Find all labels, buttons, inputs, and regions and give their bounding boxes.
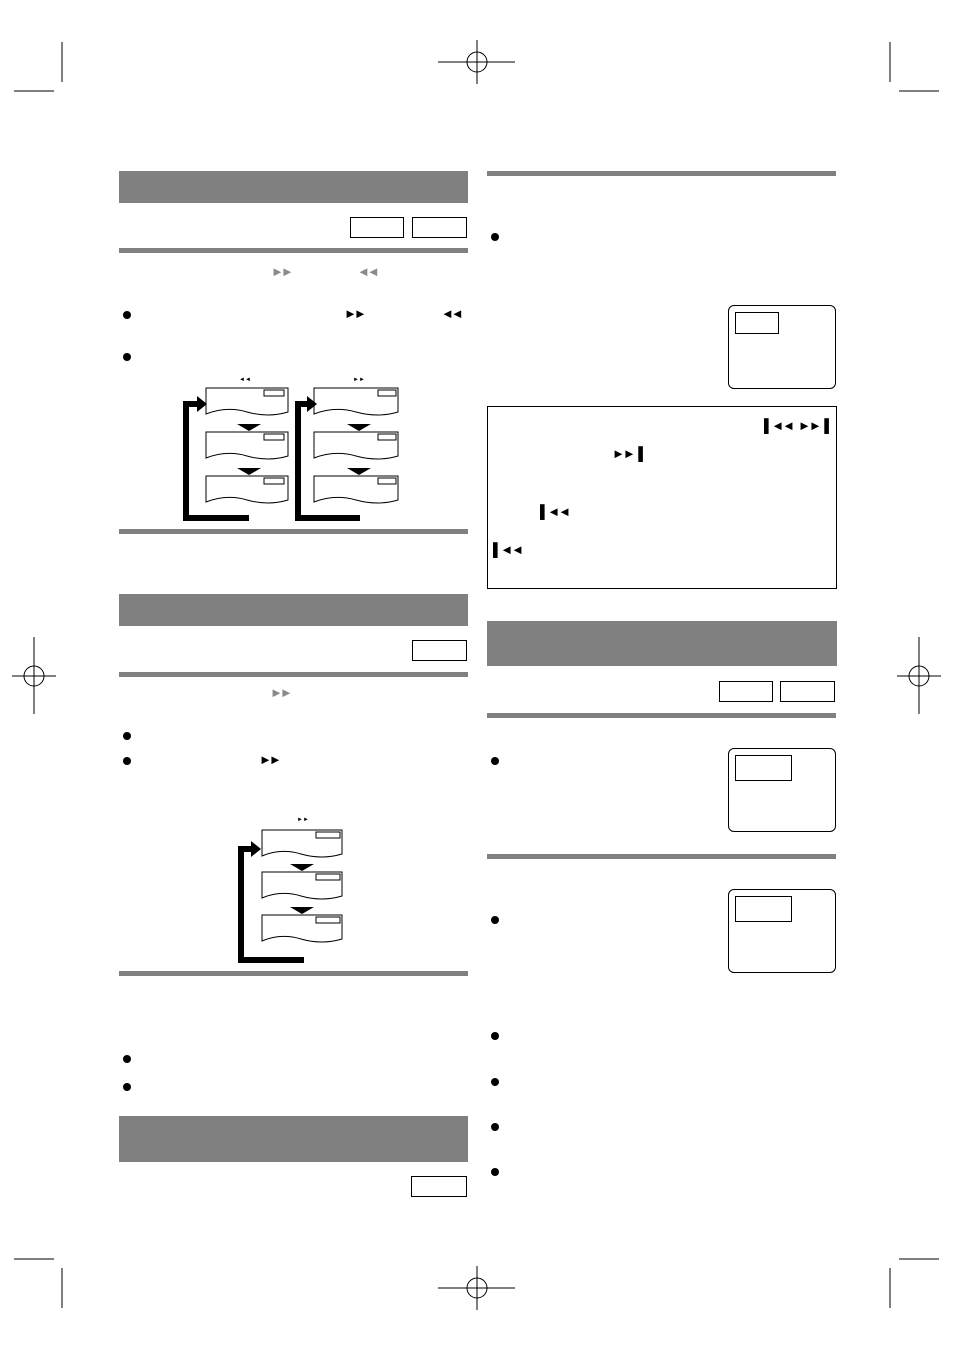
bullet-dot-icon <box>491 1032 499 1040</box>
fast-search-speed-diagram <box>180 372 440 532</box>
bullet-dot-icon <box>491 1078 499 1086</box>
fast-reverse-icon: ◄◄ <box>441 306 461 321</box>
bullet-dot-icon <box>491 233 499 241</box>
slow-motion-speed-diagram <box>236 812 396 972</box>
fast-reverse-icon: ◄◄ <box>357 264 377 279</box>
fast-forward-icon: ►► <box>270 685 290 700</box>
bullet-dot-icon <box>123 757 131 765</box>
disc-badge-6 <box>780 681 835 702</box>
bullet-dot-icon <box>123 1055 131 1063</box>
svg-text:◄◄: ◄◄ <box>239 377 251 383</box>
disc-badge-3 <box>412 640 467 661</box>
section-header-repeat <box>487 621 837 666</box>
bullet-dot-icon <box>123 1083 131 1091</box>
on-screen-display <box>728 889 836 973</box>
section-rule <box>487 713 836 718</box>
section-header-slow-motion <box>119 594 468 626</box>
fast-forward-icon: ►► <box>344 306 364 321</box>
section-rule <box>119 248 468 253</box>
section-rule <box>487 854 836 859</box>
section-header-fast-forward-reverse <box>119 171 468 203</box>
svg-text:►►: ►► <box>297 817 309 823</box>
disc-badge-2 <box>412 217 467 238</box>
skip-previous-icon: ▌◄◄ <box>764 418 793 433</box>
fast-forward-icon: ►► <box>259 752 279 767</box>
note-box-skip <box>487 406 837 589</box>
skip-next-icon: ►►▐ <box>798 418 827 433</box>
fast-forward-icon: ►► <box>271 264 291 279</box>
skip-previous-icon: ▌◄◄ <box>493 542 522 557</box>
bullet-dot-icon <box>491 916 499 924</box>
bullet-dot-icon <box>491 1123 499 1131</box>
disc-badge-4 <box>411 1176 467 1197</box>
section-rule <box>119 672 468 677</box>
skip-next-icon: ►►▐ <box>612 446 641 461</box>
bullet-dot-icon <box>123 732 131 740</box>
disc-badge-1 <box>350 217 404 238</box>
section-rule <box>119 971 468 976</box>
on-screen-label-box <box>735 312 779 334</box>
bullet-dot-icon <box>123 311 131 319</box>
section-rule <box>487 171 836 176</box>
section-rule <box>119 529 468 534</box>
on-screen-display <box>728 305 836 389</box>
bullet-dot-icon <box>123 353 131 361</box>
section-header-step-by-step <box>119 1116 468 1162</box>
on-screen-display <box>728 748 836 832</box>
bullet-dot-icon <box>491 757 499 765</box>
skip-previous-icon: ▌◄◄ <box>540 504 569 519</box>
on-screen-label-box <box>735 755 792 781</box>
on-screen-label-box <box>735 896 792 922</box>
disc-badge-5 <box>719 681 773 702</box>
svg-text:►►: ►► <box>353 377 365 383</box>
bullet-dot-icon <box>491 1168 499 1176</box>
